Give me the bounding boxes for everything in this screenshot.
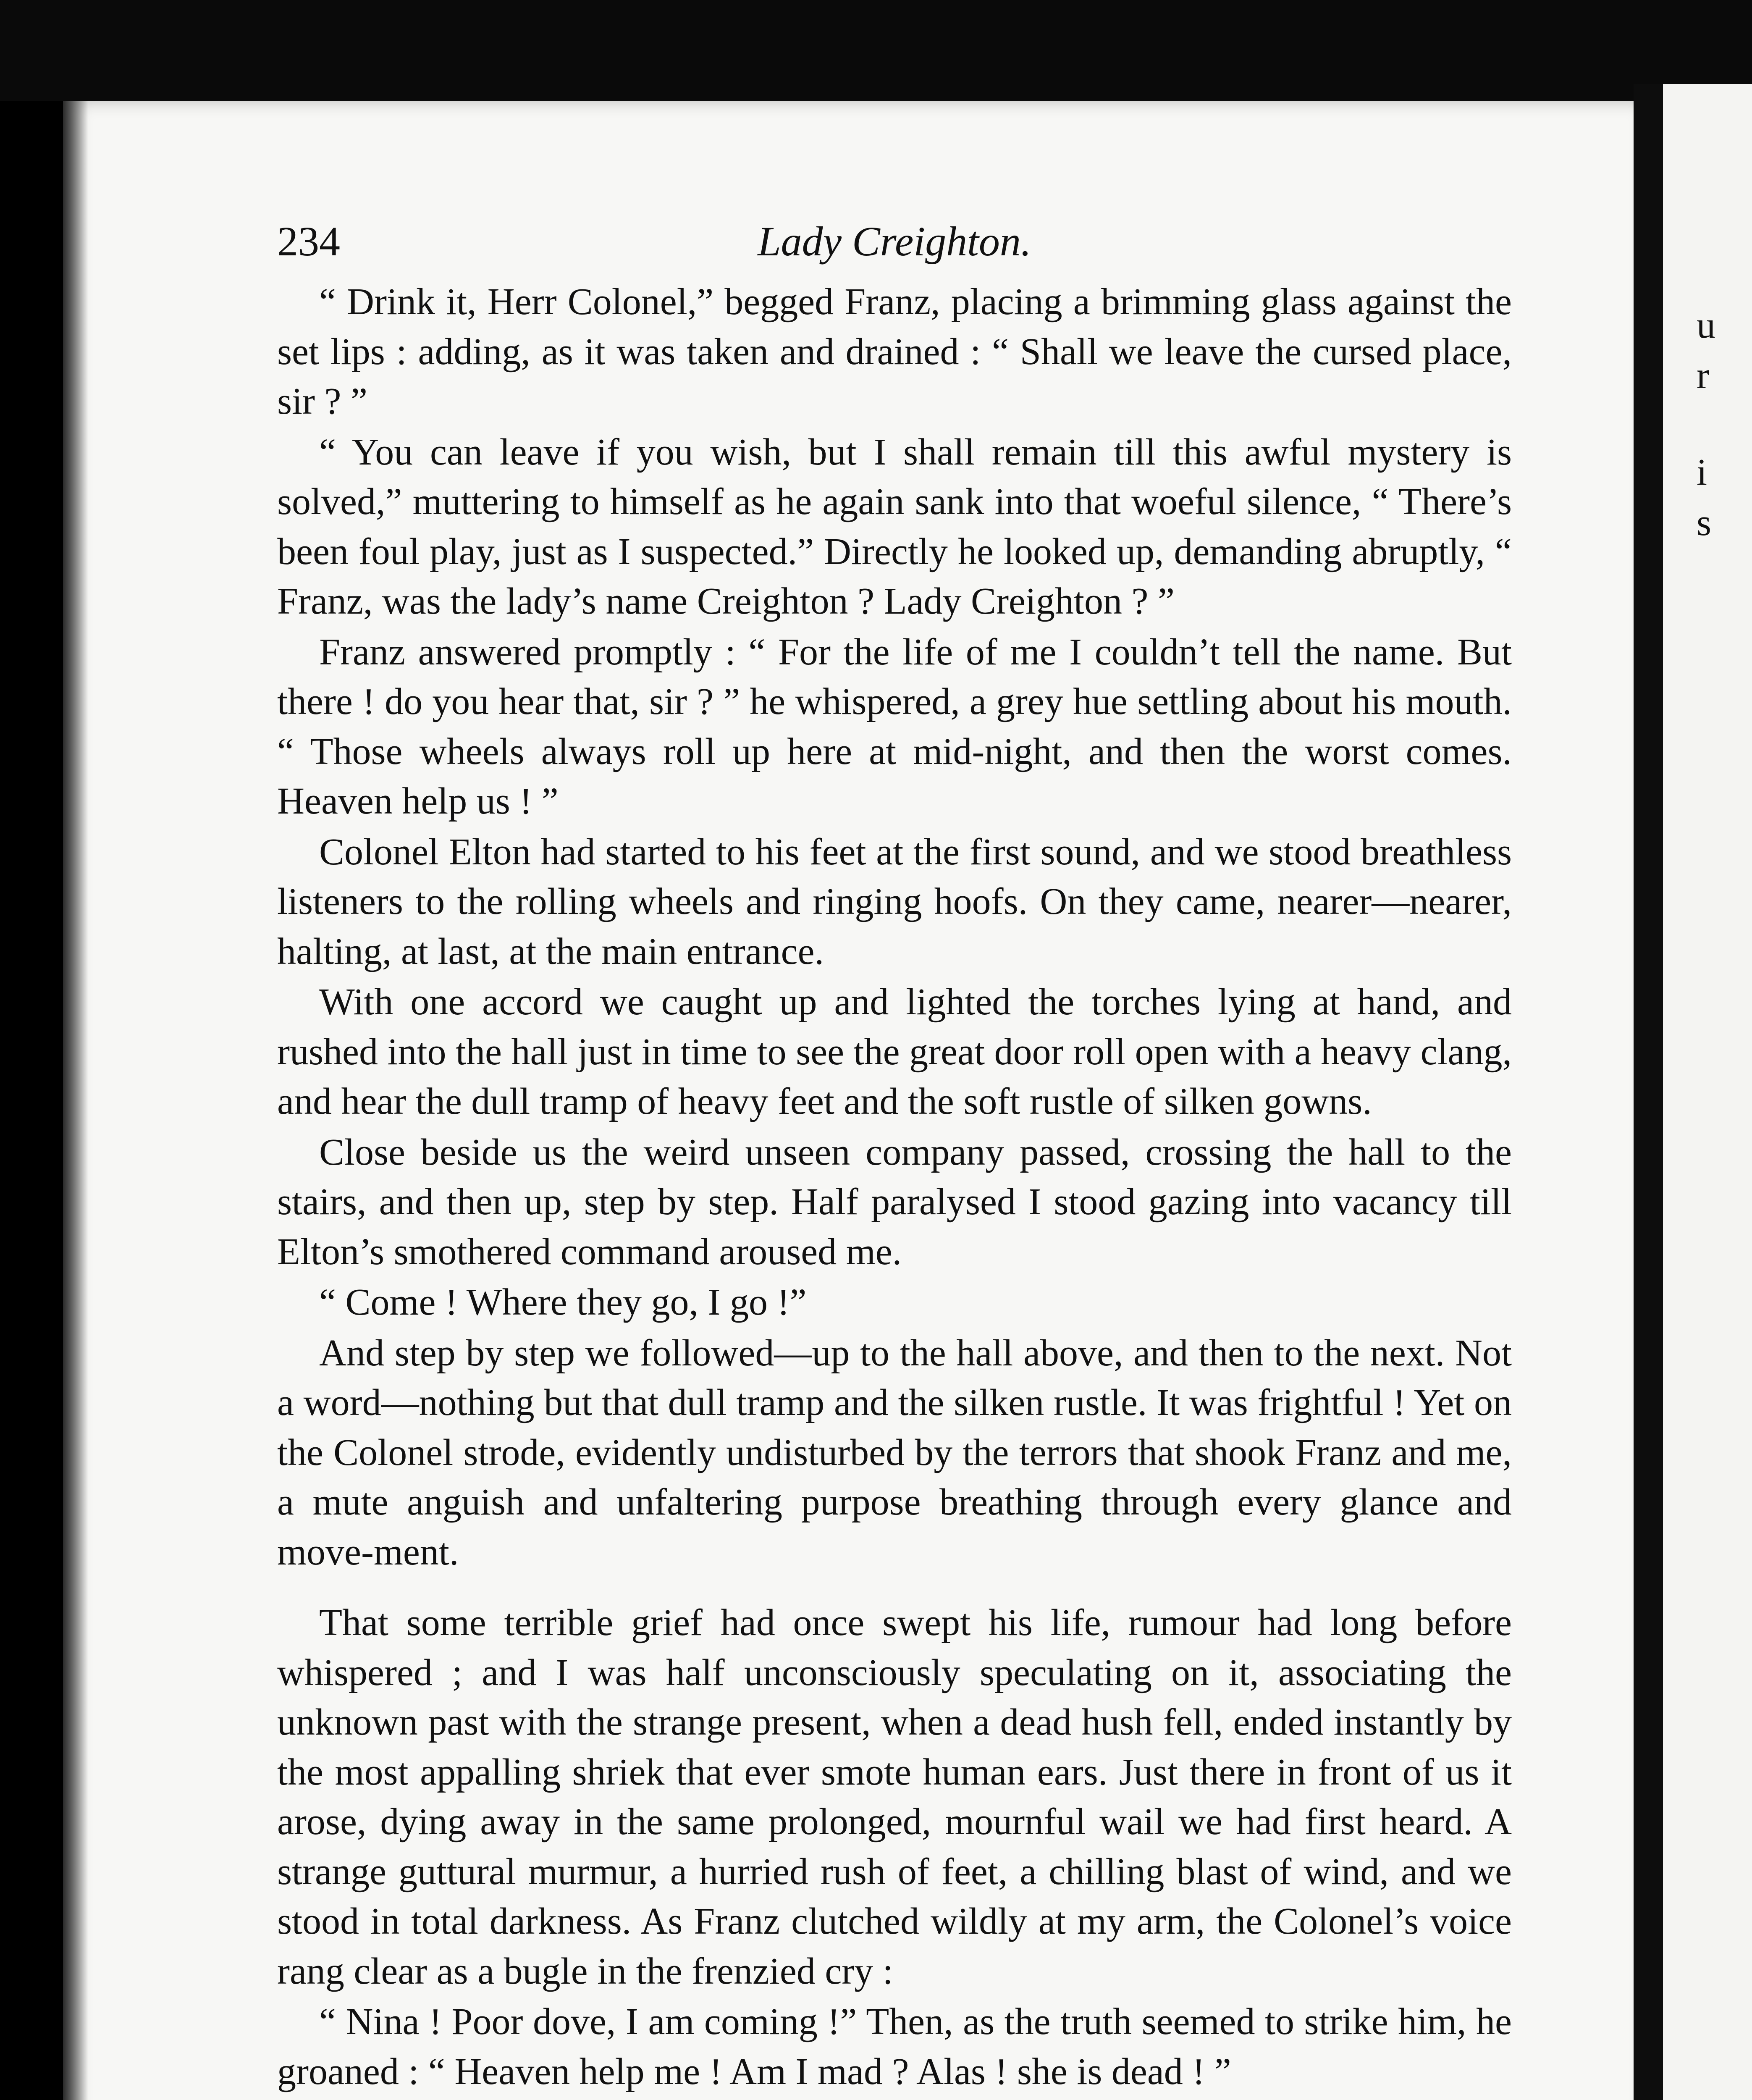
paragraph: Close beside us the weird unseen company passed, crossing the hall to the stairs, and then up, step by step. Half paralysed I stood gazing into vacancy till Elton’s smothered command aroused me.: [277, 1131, 1512, 1273]
page-header: [277, 210, 1512, 273]
page-number: 234: [277, 218, 340, 265]
paragraph: Franz answered promptly : “ For the life of me I couldn’t tell the name. But there ! do you hear that, sir ? ” he whispered, a grey hue settling about his mouth. “ Those wheels always roll up here at mid-night, and then the worst comes. Heaven help us ! ”: [277, 631, 1512, 822]
page-body: [277, 277, 1512, 2100]
running-head: Lady Creighton.: [758, 218, 1031, 265]
page-binding-shadow: [63, 101, 88, 2100]
paragraph: “ You can leave if you wish, but I shall remain till this awful mystery is solved,” muttering to himself as he again sank into that woeful silence, “ There’s been foul play, just as I suspected.” Directly he looked up, demanding abruptly, “ Franz, was the lady’s name Creighton ? Lady Creighton ? ”: [277, 431, 1512, 622]
adjacent-page-fragment: s: [1697, 502, 1712, 543]
paragraph: That some terrible grief had once swept his life, rumour had long before whispered ; and I was half unconsciously speculating on it, associating the unknown past with the strange present, when a dead hush fell, ended instantly by the most appalling shriek that ever smote human ears. Just there in front of us it arose, dying away in the same prolonged, mournful wail we had first heard. A strange guttural murmur, a hurried rush of feet, a chilling blast of wind, and we stood in total darkness. As Franz clutched wildly at my arm, the Colonel’s voice rang clear as a bugle in the frenzied cry :: [277, 1602, 1512, 1992]
paragraph: “ Come ! Where they go, I go !”: [319, 1281, 807, 1323]
paragraph: And step by step we followed—up to the hall above, and then to the next. Not a word—nothing but that dull tramp and the silken rustle. It was frightful ! Yet on the Colonel strode, evidently undisturbed by the terrors that shook Franz and me, a mute anguish and unfaltering purpose breathing through every glance and move-ment.: [277, 1332, 1512, 1573]
adjacent-page-fragment: r: [1697, 355, 1709, 396]
paragraph: [277, 2097, 1512, 2100]
paragraph: Colonel Elton had started to his feet at the first sound, and we stood breathless listeners to the rolling wheels and ringing hoofs. On they came, nearer—nearer, halting, at last, at the main entrance.: [277, 831, 1512, 972]
paragraph: “ Nina ! Poor dove, I am coming !” Then, as the truth seemed to strike him, he groaned : “ Heaven help me ! Am I mad ? Alas ! she is dead ! ”: [277, 2001, 1512, 2092]
gutter-shadow: [1634, 84, 1663, 2100]
scan-top-border: [0, 0, 1752, 101]
paragraph: With one accord we caught up and lighted the torches lying at hand, and rushed into the hall just in time to see the great door roll open with a heavy clang, and hear the dull tramp of heavy feet and the soft rustle of silken gowns.: [277, 981, 1512, 1122]
adjacent-page-edge: [1634, 84, 1752, 2100]
adjacent-page-fragment: i: [1697, 452, 1707, 493]
adjacent-page-fragment: u: [1697, 304, 1715, 346]
paragraph: “ Drink it, Herr Colonel,” begged Franz, placing a brimming glass against the set lips : adding, as it was taken and drained : “ Shall we leave the cursed place, sir ? ”: [277, 281, 1512, 422]
